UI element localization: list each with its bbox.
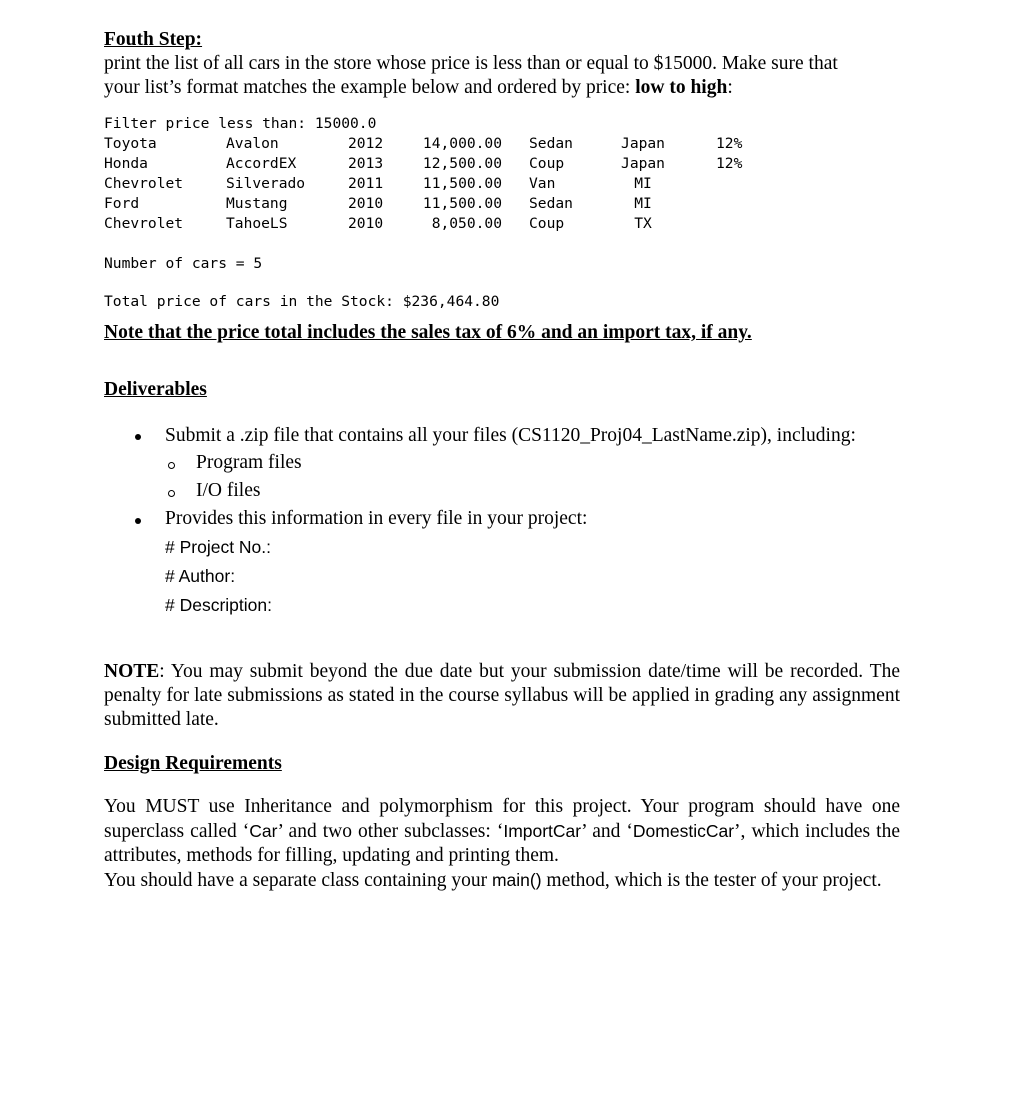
car-make: Ford <box>104 195 140 212</box>
design-text-part: ’ and ‘ <box>581 821 633 842</box>
filter-line-text: Filter price less than: 15000.0 <box>104 115 377 132</box>
deliverables-heading: Deliverables <box>104 379 207 400</box>
class-domesticcar: DomesticCar <box>632 821 735 841</box>
bullet-dot-icon <box>135 518 141 524</box>
car-origin: TX <box>634 215 652 232</box>
note-label: NOTE <box>104 661 160 682</box>
car-year: 2013 <box>348 155 384 172</box>
car-model: TahoeLS <box>226 215 288 232</box>
late-submission-note <box>104 660 900 732</box>
design-requirements-section <box>104 752 288 776</box>
car-price: 14,000.00 <box>422 135 502 152</box>
car-tax: 12% <box>716 135 743 152</box>
fourth-step-heading: Fouth Step: <box>104 29 203 50</box>
design-requirements-heading: Design Requirements <box>104 753 282 774</box>
car-make: Chevrolet <box>104 215 184 232</box>
car-origin: MI <box>634 175 652 192</box>
tax-note: Note that the price total includes the sales tax of 6% and an import tax, if any. <box>104 322 752 343</box>
car-origin: Japan <box>621 135 665 152</box>
header-author: # Author: <box>165 566 236 586</box>
car-type: Sedan <box>529 135 573 152</box>
deliverable-file-header: Provides this information in every file in your project: <box>165 508 588 529</box>
car-price: 12,500.00 <box>422 155 502 172</box>
car-row <box>104 194 904 214</box>
car-model: Avalon <box>226 135 279 152</box>
car-list <box>104 134 904 234</box>
filter-line <box>104 114 904 134</box>
car-year: 2010 <box>348 195 384 212</box>
car-tax: 12% <box>716 155 743 172</box>
note-text: : You may submit beyond the due date but your submission date/time will be recorded. The penalty for late submissions as stated in the course syllabus will be applied in grading any assignment submitted late. <box>104 661 900 730</box>
car-row <box>104 214 904 234</box>
car-model: Mustang <box>226 195 288 212</box>
car-make: Honda <box>104 155 148 172</box>
document-page <box>104 28 904 624</box>
method-main: main() <box>491 870 542 890</box>
sub-bullet-icon <box>168 490 175 497</box>
instruction-line-2: your list’s format matches the example below and ordered by price: <box>104 77 636 98</box>
car-type: Sedan <box>529 195 573 212</box>
car-row <box>104 154 904 174</box>
sub-bullet-icon <box>168 462 175 469</box>
car-year: 2011 <box>348 175 384 192</box>
design-text-part: method, which is the tester of your project. <box>541 870 882 891</box>
car-make: Toyota <box>104 135 157 152</box>
bullet-dot-icon <box>135 434 141 440</box>
fourth-step-section <box>104 28 904 100</box>
car-year: 2012 <box>348 135 384 152</box>
car-row <box>104 134 904 154</box>
car-price: 11,500.00 <box>422 175 502 192</box>
instruction-emphasis: low to high <box>635 77 728 98</box>
sample-output <box>104 114 904 312</box>
instruction-colon: : <box>727 77 733 98</box>
car-model: AccordEX <box>226 155 297 172</box>
design-text-part: You MUST use Inheritance and polymorphism for this project. Your program should have one superclass called ‘ <box>104 796 900 842</box>
car-origin: Japan <box>621 155 665 172</box>
header-description: # Description: <box>165 595 272 615</box>
class-importcar: ImportCar <box>503 821 582 841</box>
car-type: Van <box>529 175 556 192</box>
design-requirements-text <box>104 795 900 893</box>
fourth-step-instructions <box>104 52 904 100</box>
car-price: 8,050.00 <box>431 215 502 232</box>
car-make: Chevrolet <box>104 175 184 192</box>
car-row <box>104 174 904 194</box>
car-price: 11,500.00 <box>422 195 502 212</box>
car-count-line: Number of cars = 5 <box>104 255 263 272</box>
class-car: Car <box>249 821 278 841</box>
instruction-line-1: print the list of all cars in the store whose price is less than or equal to $15000. Make sure that <box>104 53 838 74</box>
car-model: Silverado <box>226 175 306 192</box>
car-type: Coup <box>529 155 565 172</box>
design-text-part: ’ and two other subclasses: ‘ <box>277 821 504 842</box>
car-type: Coup <box>529 215 565 232</box>
deliverables-list <box>104 424 904 624</box>
car-year: 2010 <box>348 215 384 232</box>
deliverable-zip: Submit a .zip file that contains all your files (CS1120_Proj04_LastName.zip), including: <box>165 425 856 446</box>
car-origin: MI <box>634 195 652 212</box>
header-project-no: # Project No.: <box>165 537 272 557</box>
deliverable-program-files: Program files <box>196 452 302 473</box>
deliverables-section <box>104 378 904 402</box>
design-text-part: ’, which includes the attributes, methods for filling, updating and printing them. <box>104 821 900 866</box>
design-text-part: You should have a separate class containing your <box>104 870 492 891</box>
deliverable-io-files: I/O files <box>196 480 261 501</box>
total-price-line: Total price of cars in the Stock: $236,464.80 <box>104 293 500 310</box>
